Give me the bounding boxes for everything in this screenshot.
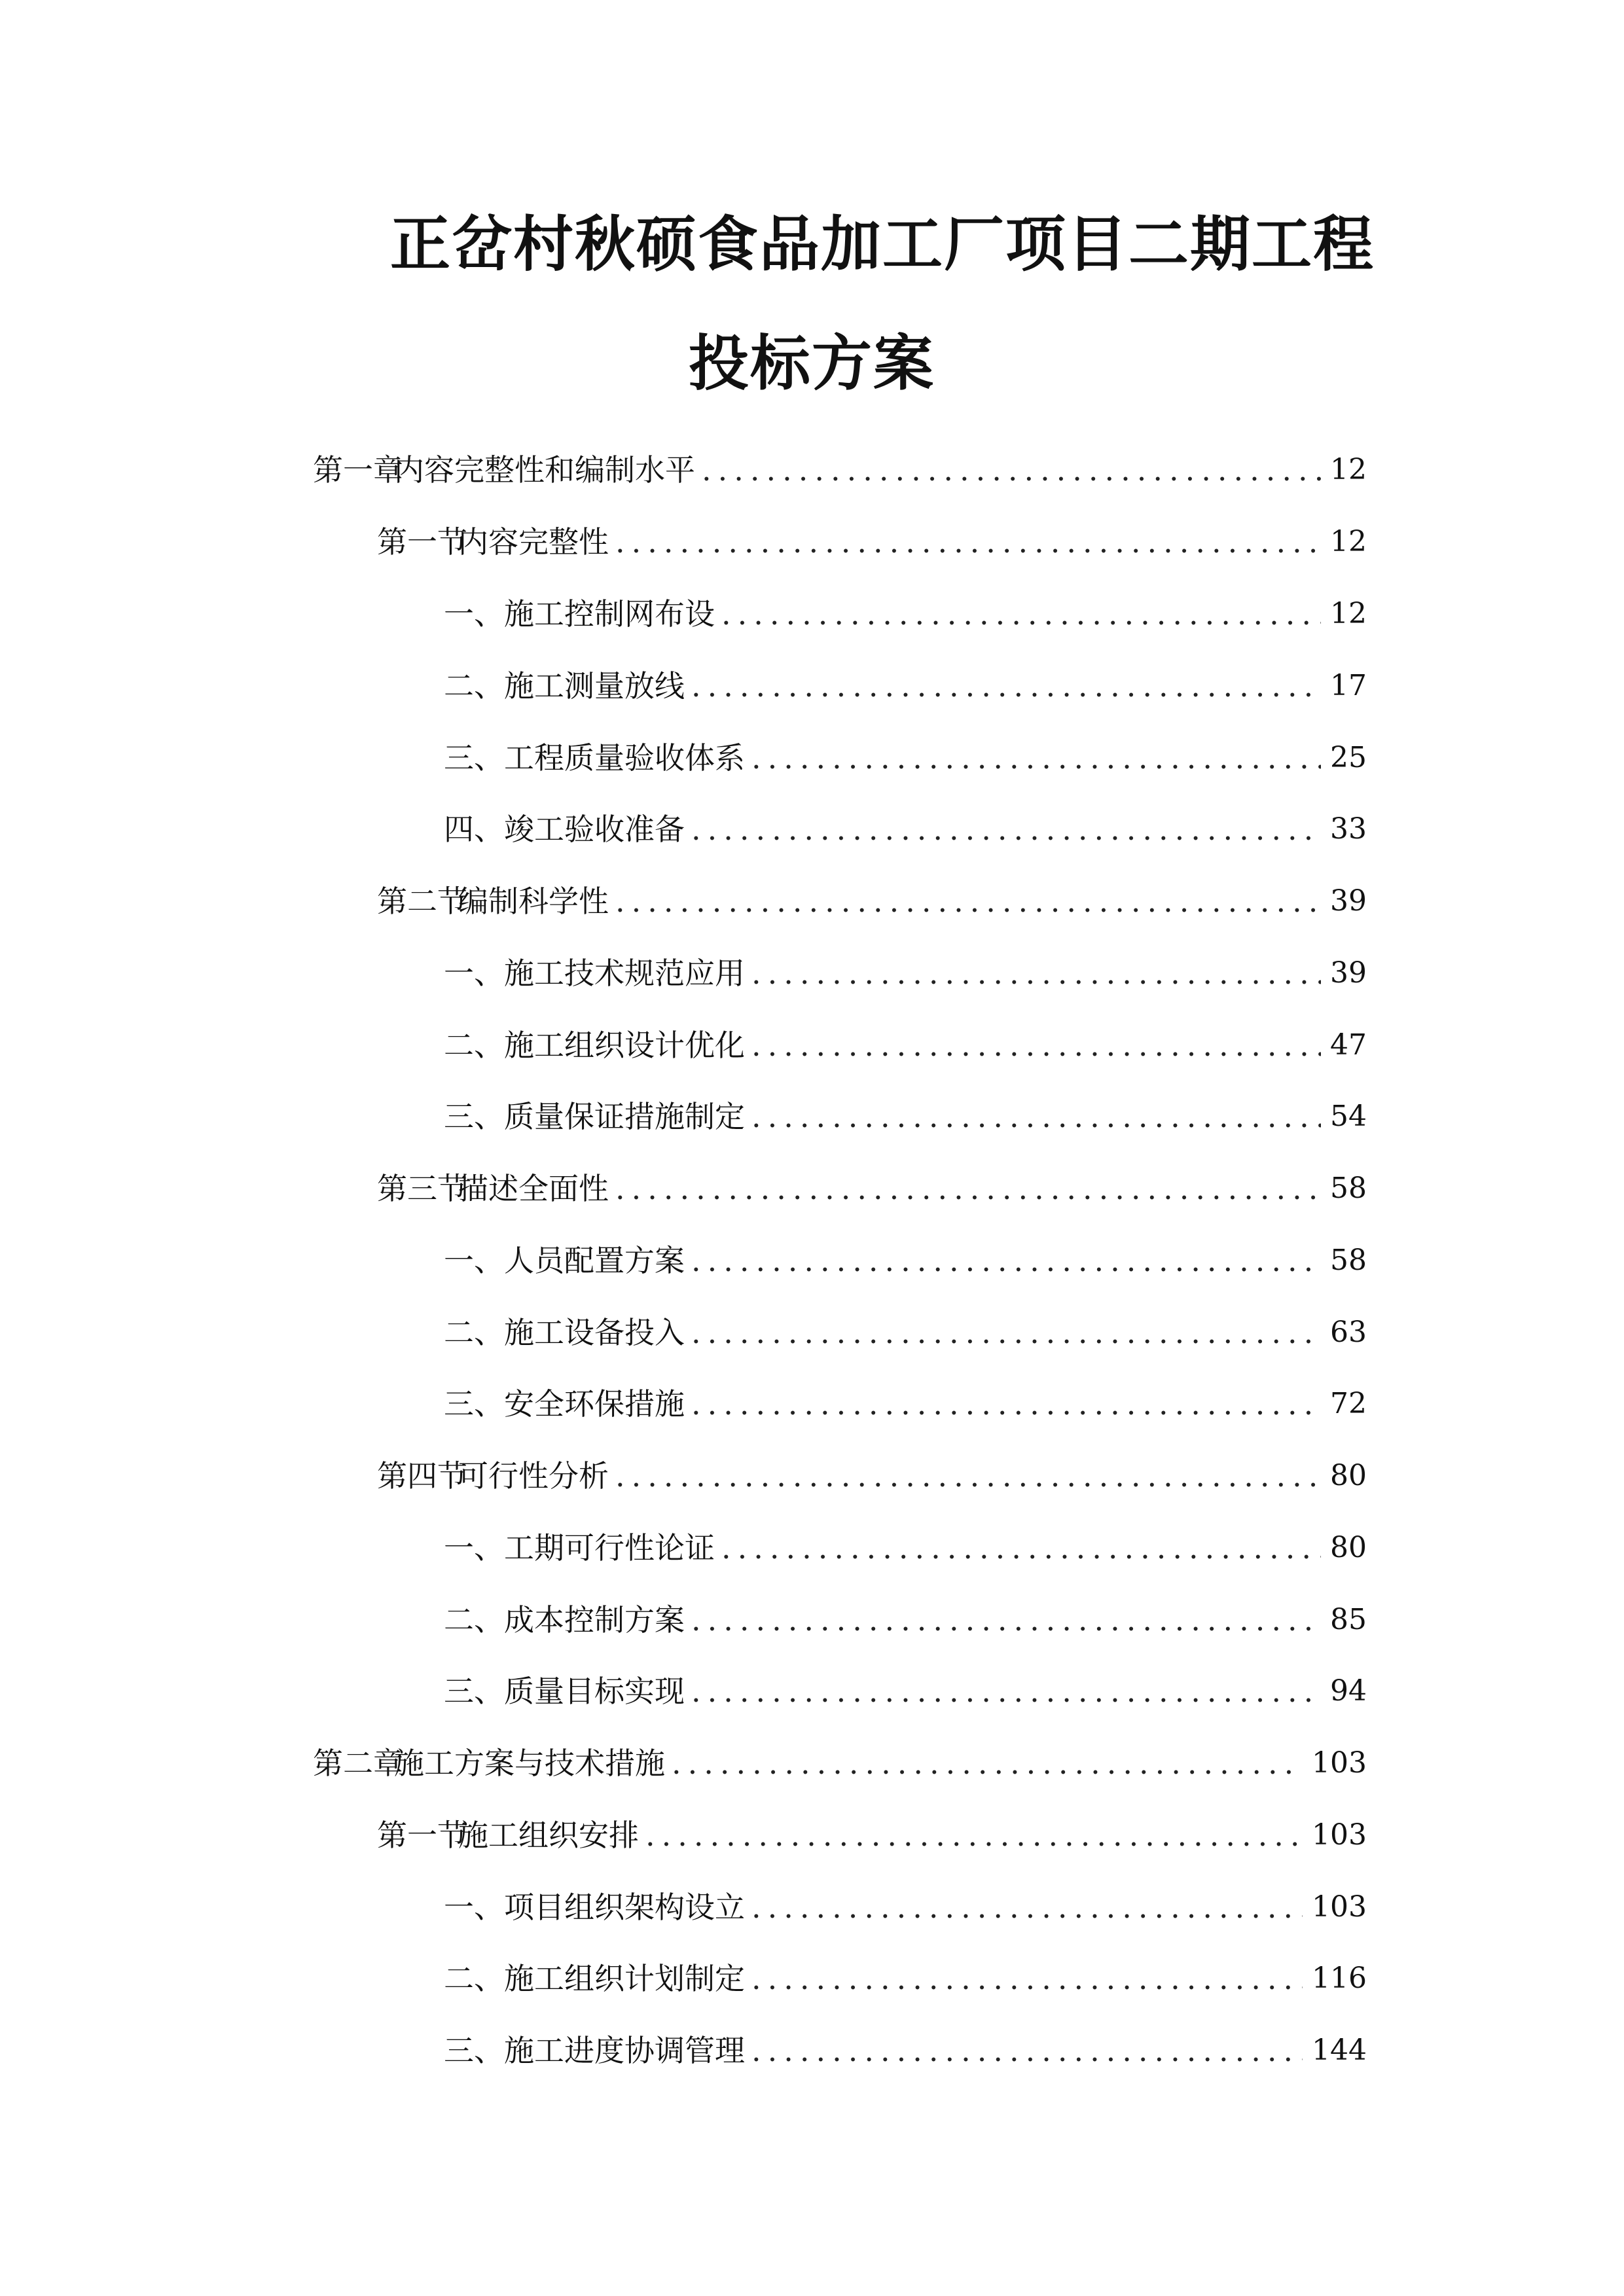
toc-section-entry[interactable] [377,1166,1367,1211]
toc-entry-label: 施工技术规范应用 [504,956,745,991]
toc-section-entry[interactable] [377,878,1367,924]
toc-entry-number: 三、 [444,1099,504,1134]
toc-entry-label: 内容完整性 [458,524,609,560]
toc-entry-page: 103 [1312,1818,1367,1852]
toc-dot-leader [721,591,1321,637]
toc-entry-page: 58 [1330,1172,1367,1205]
toc-entry-number: 第一章 [313,452,403,488]
toc-entry-number: 一、 [444,1530,504,1566]
toc-entry-label: 施工组织安排 [458,1818,639,1853]
toc-entry-label: 施工进度协调管理 [504,2033,745,2068]
toc-entry-number: 二、 [444,1961,504,1996]
toc-entry-number: 二、 [444,1602,504,1638]
toc-dot-leader [702,447,1321,493]
toc-dot-leader [751,2028,1303,2073]
toc-entry-number: 第一节 [377,1818,467,1853]
toc-entry-page: 103 [1312,1746,1367,1780]
toc-entry-page: 12 [1330,597,1367,630]
toc-dot-leader [691,1381,1321,1427]
toc-item-entry[interactable] [444,1956,1367,2001]
document-title: 正岔村秋硕食品加工厂项目二期工程 [390,209,1375,279]
toc-entry-page: 58 [1330,1244,1367,1277]
toc-section-entry[interactable] [377,519,1367,565]
toc-entry-number: 一、 [444,596,504,632]
toc-dot-leader [751,1094,1321,1139]
toc-item-entry[interactable] [444,1094,1367,1139]
toc-entry-label: 安全环保措施 [504,1386,685,1422]
toc-item-entry[interactable] [444,1381,1367,1427]
toc-chapter-entry[interactable] [313,1740,1367,1786]
toc-entry-number: 三、 [444,740,504,776]
toc-entry-page: 116 [1312,1962,1367,1995]
toc-item-entry[interactable] [444,663,1367,709]
toc-dot-leader [691,1668,1321,1714]
toc-entry-number: 二、 [444,668,504,704]
toc-entry-number: 三、 [444,1386,504,1422]
toc-item-entry[interactable] [444,1310,1367,1355]
toc-entry-page: 72 [1330,1387,1367,1420]
toc-item-entry[interactable] [444,1884,1367,1930]
toc-chapter-entry[interactable] [313,447,1367,493]
toc-entry-number: 一、 [444,1890,504,1925]
toc-entry-label: 成本控制方案 [504,1602,685,1638]
toc-entry-number: 第一节 [377,524,467,560]
toc-dot-leader [751,1956,1303,2001]
toc-entry-page: 94 [1330,1674,1367,1708]
toc-dot-leader [691,1310,1321,1355]
toc-section-entry[interactable] [377,1812,1367,1858]
toc-dot-leader [672,1740,1303,1786]
toc-entry-label: 描述全面性 [458,1171,609,1206]
toc-entry-number: 四、 [444,812,504,847]
toc-dot-leader [615,1453,1321,1499]
toc-dot-leader [751,1022,1321,1068]
toc-entry-page: 80 [1330,1459,1367,1492]
toc-entry-label: 施工设备投入 [504,1315,685,1350]
document-subtitle: 投标方案 [689,328,935,399]
toc-entry-page: 39 [1330,956,1367,990]
toc-entry-page: 12 [1330,453,1367,486]
toc-section-entry[interactable] [377,1453,1367,1499]
toc-dot-leader [691,1238,1321,1283]
toc-entry-number: 一、 [444,1243,504,1278]
toc-item-entry[interactable] [444,950,1367,996]
toc-entry-page: 54 [1330,1100,1367,1133]
toc-entry-page: 144 [1312,2034,1367,2067]
toc-entry-number: 二、 [444,1315,504,1350]
toc-entry-number: 二、 [444,1028,504,1063]
toc-entry-label: 竣工验收准备 [504,812,685,847]
toc-item-entry[interactable] [444,2028,1367,2073]
toc-entry-label: 施工组织设计优化 [504,1028,745,1063]
toc-entry-label: 工程质量验收体系 [504,740,745,776]
toc-entry-page: 25 [1330,741,1367,774]
toc-entry-number: 三、 [444,2033,504,2068]
toc-entry-number: 第二节 [377,884,467,919]
toc-item-entry[interactable] [444,591,1367,637]
toc-dot-leader [721,1525,1321,1571]
toc-entry-label: 项目组织架构设立 [504,1890,745,1925]
toc-dot-leader [691,806,1321,852]
toc-entry-page: 47 [1330,1028,1367,1062]
toc-entry-number: 一、 [444,956,504,991]
toc-dot-leader [751,950,1321,996]
toc-entry-number: 第二章 [313,1746,403,1781]
toc-entry-page: 12 [1330,525,1367,558]
toc-entry-number: 三、 [444,1674,504,1709]
toc-dot-leader [645,1812,1303,1858]
toc-entry-label: 施工控制网布设 [504,596,715,632]
toc-entry-label: 工期可行性论证 [504,1530,715,1566]
toc-item-entry[interactable] [444,1238,1367,1283]
toc-dot-leader [691,1597,1321,1643]
toc-item-entry[interactable] [444,1668,1367,1714]
toc-dot-leader [751,735,1321,781]
toc-entry-number: 第三节 [377,1171,467,1206]
toc-dot-leader [751,1884,1303,1930]
toc-entry-label: 施工方案与技术措施 [394,1746,665,1781]
toc-entry-label: 质量保证措施制定 [504,1099,745,1134]
toc-item-entry[interactable] [444,735,1367,781]
toc-item-entry[interactable] [444,806,1367,852]
toc-entry-label: 质量目标实现 [504,1674,685,1709]
toc-entry-page: 103 [1312,1890,1367,1924]
toc-entry-label: 可行性分析 [458,1458,609,1494]
toc-entry-label: 内容完整性和编制水平 [394,452,695,488]
toc-entry-page: 63 [1330,1316,1367,1349]
toc-item-entry[interactable] [444,1597,1367,1643]
toc-dot-leader [615,878,1321,924]
toc-entry-label: 编制科学性 [458,884,609,919]
toc-dot-leader [615,1166,1321,1211]
toc-dot-leader [615,519,1321,565]
toc-entry-page: 33 [1330,812,1367,846]
toc-entry-label: 施工测量放线 [504,668,685,704]
toc-item-entry[interactable] [444,1022,1367,1068]
toc-dot-leader [691,663,1321,709]
toc-entry-number: 第四节 [377,1458,467,1494]
toc-entry-label: 施工组织计划制定 [504,1961,745,1996]
toc-entry-label: 人员配置方案 [504,1243,685,1278]
toc-item-entry[interactable] [444,1525,1367,1571]
toc-entry-page: 85 [1330,1603,1367,1636]
toc-entry-page: 80 [1330,1531,1367,1564]
toc-entry-page: 39 [1330,884,1367,918]
toc-entry-page: 17 [1330,669,1367,702]
